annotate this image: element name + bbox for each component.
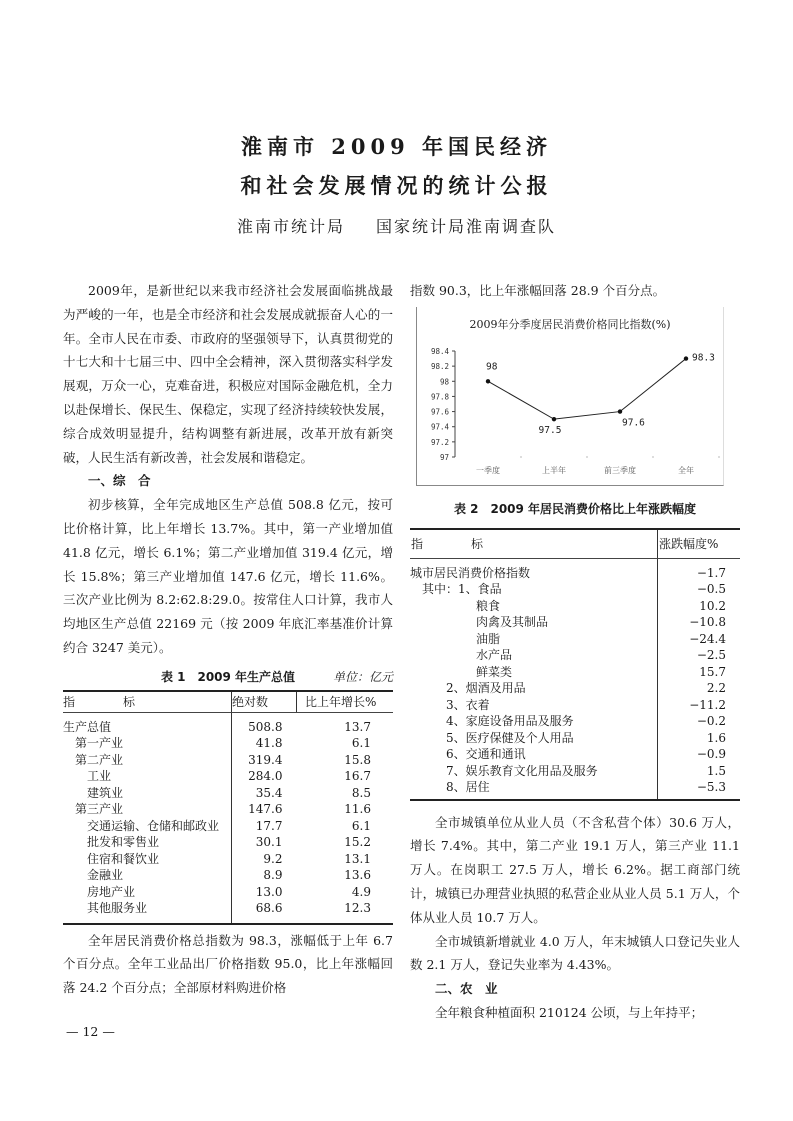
data-label: 97.6 bbox=[622, 417, 645, 429]
table2-cell-name: 6、交通和通讯 bbox=[446, 747, 526, 762]
table1-cell-name: 交通运输、仓储和邮政业 bbox=[87, 818, 220, 833]
table2-row bbox=[410, 680, 740, 697]
table2-cell-value: −2.5 bbox=[658, 647, 741, 664]
table2-cell-name: 城市居民消费价格指数 bbox=[410, 565, 531, 580]
table1-cell-growth: 6.1 bbox=[351, 736, 371, 751]
table2-cell-value: 10.2 bbox=[658, 598, 741, 615]
series-line bbox=[488, 358, 686, 419]
data-point bbox=[486, 379, 490, 383]
table2-cell-name: 其中：1、食品 bbox=[422, 582, 502, 597]
table1-row bbox=[63, 851, 393, 868]
cpi-paragraph: 全年居民消费价格总指数为 98.3，涨幅低于上年 6.7 个百分点。全年工业品出厂价格指数 95.0，比上年涨幅回落 24.2 个百分点；全部原材料购进价格 bbox=[63, 932, 393, 996]
data-label: 98 bbox=[486, 361, 498, 373]
table1-cell-growth: 16.7 bbox=[344, 769, 371, 784]
table2-cell-value: −5.3 bbox=[658, 779, 741, 800]
table1-body bbox=[63, 712, 393, 924]
table1-cell-name: 第二产业 bbox=[75, 752, 124, 767]
report-authors bbox=[0, 214, 793, 237]
table1-cell-absolute: 30.1 bbox=[232, 834, 297, 851]
table1-cell-name: 金融业 bbox=[87, 868, 124, 883]
table1-cell-absolute: 8.9 bbox=[232, 867, 297, 884]
table2-row bbox=[410, 697, 740, 714]
author-1: 淮南市统计局 bbox=[236, 217, 345, 236]
table2-row bbox=[410, 558, 740, 581]
y-tick-label: 97.4 bbox=[430, 422, 449, 432]
table1-cell-absolute: 284.0 bbox=[232, 768, 297, 785]
table2-header-change: 涨跌幅度% bbox=[658, 529, 741, 559]
table1-cell-growth: 13.1 bbox=[344, 851, 371, 866]
table1-unit: 单位：亿元 bbox=[332, 669, 393, 684]
agriculture-paragraph: 全年粮食种植面积 210124 公顷，与上年持平； bbox=[435, 1004, 704, 1020]
table1-cell-growth: 11.6 bbox=[344, 802, 371, 817]
table1-row bbox=[63, 884, 393, 901]
table2-cell-value: −0.5 bbox=[658, 581, 741, 598]
data-label: 98.3 bbox=[692, 352, 715, 364]
employment-paragraph: 全市城镇单位从业人员（不含私营个体）30.6 万人，增长 7.4%。其中，第二产业 19.1 万人，第三产业 11.1 万人。在岗职工 27.5 万人，增长 6.2%。据工商部门统计，城镇已办理营业执照的私营企业从业人员 5.1 万人，个体从业人员 10.7 万人。 bbox=[410, 814, 740, 925]
y-tick-label: 97 bbox=[439, 452, 449, 462]
intro-paragraph: 2009年，是新世纪以来我市经济社会发展面临挑战最为严峻的一年，也是全市经济和社会发展成就振奋人心的一年。全市人民在市委、市政府的坚强领导下，认真贯彻党的十七大和十七届三中、四中全会精神，深入贯彻落实科学发展观，万众一心，克难奋进，积极应对国际金融危机，全力以赴保增长、保民生、保稳定，实现了经济持续较快发展，综合成效明显提升，结构调整有新进展，改革开放有新突破，人民生活有新改善，社会发展和谐稳定。 bbox=[63, 283, 393, 465]
continuation-paragraph: 指数 90.3，比上年涨幅回落 28.9 个百分点。 bbox=[410, 283, 666, 298]
y-tick-label: 98 bbox=[439, 377, 449, 387]
table2-cell-name: 5、医疗保健及个人用品 bbox=[446, 730, 574, 745]
gdp-table bbox=[63, 690, 393, 925]
table1-cell-name: 房地产业 bbox=[87, 884, 136, 899]
table1-cell-growth: 8.5 bbox=[351, 785, 371, 800]
chart-svg bbox=[417, 307, 723, 485]
report-title-line1: 淮南市 2009 年国民经济 bbox=[240, 134, 553, 159]
left-column bbox=[63, 279, 393, 1000]
table2-row bbox=[410, 730, 740, 747]
right-column bbox=[410, 279, 740, 1025]
table1-header-growth: 比上年增长% bbox=[297, 691, 394, 713]
table2-cell-name: 水产品 bbox=[476, 648, 513, 663]
table1-cell-name: 其他服务业 bbox=[87, 901, 148, 916]
table2-row bbox=[410, 598, 740, 615]
table1-cell-name: 第三产业 bbox=[75, 802, 124, 817]
table2-cell-value: 2.2 bbox=[658, 680, 741, 697]
section-heading-agriculture: 二、农 业 bbox=[435, 981, 498, 997]
data-point bbox=[618, 409, 622, 413]
y-tick-label: 97.6 bbox=[430, 407, 449, 417]
table2-cell-name: 4、家庭设备用品及服务 bbox=[446, 714, 574, 729]
table1-row bbox=[63, 712, 393, 735]
table1-cell-absolute: 508.8 bbox=[232, 712, 297, 735]
table1-cell-growth: 6.1 bbox=[351, 818, 371, 833]
table1-cell-absolute: 68.6 bbox=[232, 900, 297, 924]
table2-cell-value: 1.6 bbox=[658, 730, 741, 747]
table2-row bbox=[410, 581, 740, 598]
cpi-change-table bbox=[410, 528, 740, 801]
table2-row bbox=[410, 614, 740, 631]
table1-cell-name: 生产总值 bbox=[63, 719, 112, 734]
table2-cell-value: −1.7 bbox=[658, 558, 741, 581]
table2-caption: 表 2 2009 年居民消费价格比上年涨跌幅度 bbox=[453, 501, 697, 516]
y-tick-label: 98.2 bbox=[430, 361, 449, 371]
table2-row bbox=[410, 631, 740, 648]
x-tick-label: 前三季度 bbox=[604, 465, 636, 475]
table2-cell-value: −10.8 bbox=[658, 614, 741, 631]
table2-row bbox=[410, 779, 740, 800]
table2-cell-value: −24.4 bbox=[658, 631, 741, 648]
data-point bbox=[684, 356, 688, 360]
table2-cell-name: 2、烟酒及用品 bbox=[446, 681, 526, 696]
table1-cell-growth: 15.8 bbox=[344, 752, 371, 767]
data-point bbox=[552, 417, 556, 421]
table2-row bbox=[410, 664, 740, 681]
table2-row bbox=[410, 647, 740, 664]
table2-cell-value: −0.2 bbox=[658, 713, 741, 730]
table1-cell-absolute: 9.2 bbox=[232, 851, 297, 868]
chart-title: 2009年分季度居民消费价格同比指数(%) bbox=[469, 317, 671, 331]
table1-cell-absolute: 41.8 bbox=[232, 735, 297, 752]
table2-header-indicator: 指 标 bbox=[410, 529, 658, 559]
table1-row bbox=[63, 867, 393, 884]
table2-cell-name: 肉禽及其制品 bbox=[476, 615, 549, 630]
table1-cell-absolute: 13.0 bbox=[232, 884, 297, 901]
table1-row bbox=[63, 900, 393, 924]
table1-cell-absolute: 35.4 bbox=[232, 785, 297, 802]
y-tick-label: 97.8 bbox=[430, 392, 449, 402]
table1-row bbox=[63, 768, 393, 785]
x-tick-label: 上半年 bbox=[542, 465, 566, 475]
table1-row bbox=[63, 818, 393, 835]
table1-cell-name: 第一产业 bbox=[75, 736, 124, 751]
table2-cell-name: 7、娱乐教育文化用品及服务 bbox=[446, 763, 598, 778]
table2-cell-value: 15.7 bbox=[658, 664, 741, 681]
section-heading-overview: 一、综 合 bbox=[88, 473, 151, 489]
table2-cell-name: 3、衣着 bbox=[446, 697, 490, 712]
table1-cell-growth: 13.6 bbox=[344, 868, 371, 883]
table2-cell-value: −11.2 bbox=[658, 697, 741, 714]
cpi-line-chart bbox=[416, 307, 724, 486]
x-tick-label: 全年 bbox=[678, 465, 694, 475]
table1-row bbox=[63, 735, 393, 752]
gdp-paragraph: 初步核算，全年完成地区生产总值 508.8 亿元，按可比价格计算，比上年增长 13.7%。其中，第一产业增加值 41.8 亿元，增长 6.1%；第二产业增加值 319.4 亿元，增长 15.8%；第三产业增加值 147.6 亿元，增长 11.6%。三次产业比例为 8.2:62.8:29.0。按常住人口计算，我市人均地区生产总值 22169 元（按 2009 年底汇率基准价计算约合 3247 美元）。 bbox=[63, 497, 393, 655]
table1-caption-row bbox=[63, 666, 393, 690]
data-label: 97.5 bbox=[538, 424, 562, 436]
table2-cell-name: 粮食 bbox=[476, 598, 501, 613]
unemployment-paragraph: 全市城镇新增就业 4.0 万人，年末城镇人口登记失业人数 2.1 万人，登记失业率为 4.43%。 bbox=[410, 933, 740, 973]
page-number: — 12 — bbox=[66, 1024, 115, 1039]
table2-cell-value: 1.5 bbox=[658, 763, 741, 780]
table1-cell-growth: 13.7 bbox=[344, 719, 371, 734]
y-tick-label: 98.4 bbox=[430, 346, 449, 356]
table1-cell-absolute: 147.6 bbox=[232, 801, 297, 818]
table1-cell-growth: 15.2 bbox=[344, 835, 371, 850]
table1-header-absolute: 绝对数 bbox=[232, 691, 297, 713]
report-title-line2: 和社会发展情况的统计公报 bbox=[240, 173, 553, 198]
table2-cell-name: 鲜菜类 bbox=[476, 664, 513, 679]
table1-cell-name: 工业 bbox=[87, 769, 112, 784]
table1-header-indicator: 指 标 bbox=[63, 691, 232, 713]
table2-row bbox=[410, 713, 740, 730]
table1-cell-absolute: 319.4 bbox=[232, 752, 297, 769]
table1-cell-name: 批发和零售业 bbox=[87, 835, 160, 850]
table1-cell-growth: 4.9 bbox=[351, 884, 371, 899]
author-2: 国家统计局淮南调查队 bbox=[376, 217, 557, 236]
table1-row bbox=[63, 752, 393, 769]
table2-body bbox=[410, 558, 740, 800]
table1-cell-name: 住宿和餐饮业 bbox=[87, 851, 160, 866]
table1-row bbox=[63, 834, 393, 851]
table2-cell-value: −0.9 bbox=[658, 746, 741, 763]
table2-cell-name: 油脂 bbox=[476, 631, 501, 646]
y-tick-label: 97.2 bbox=[430, 437, 449, 447]
table2-row bbox=[410, 746, 740, 763]
table1-cell-name: 建筑业 bbox=[87, 785, 124, 800]
table1-row bbox=[63, 785, 393, 802]
table1-caption: 表 1 2009 年生产总值 bbox=[160, 669, 296, 684]
table1-row bbox=[63, 801, 393, 818]
table2-row bbox=[410, 763, 740, 780]
table2-cell-name: 8、居住 bbox=[446, 780, 490, 795]
x-tick-label: 一季度 bbox=[476, 465, 500, 475]
table1-cell-absolute: 17.7 bbox=[232, 818, 297, 835]
table1-cell-growth: 12.3 bbox=[344, 901, 371, 916]
